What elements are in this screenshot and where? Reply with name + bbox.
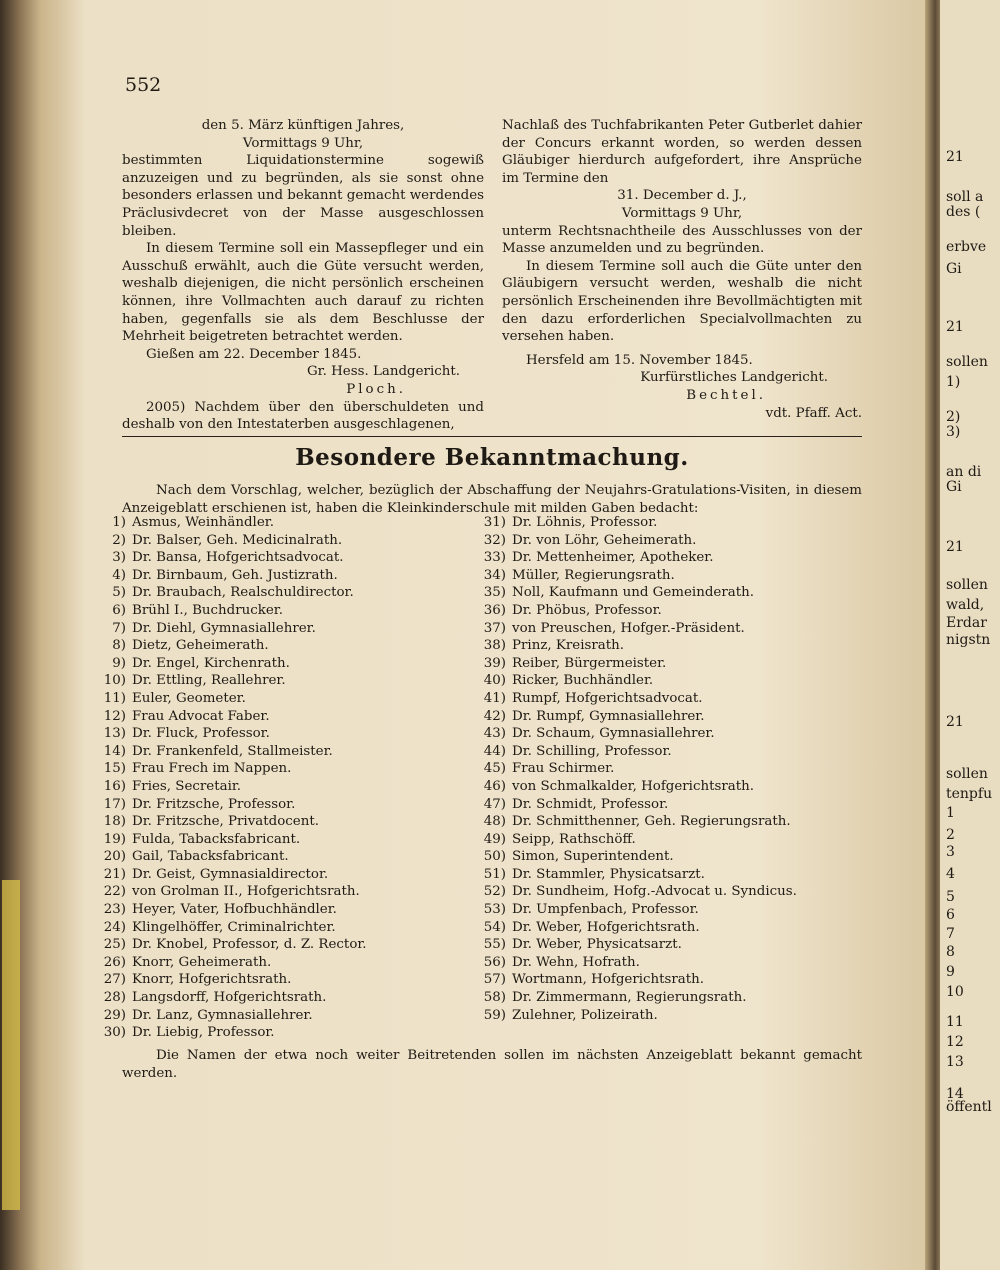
item-text: Reiber, Bürgermeister. [512, 655, 667, 671]
item-text: Dr. Rumpf, Gymnasiallehrer. [512, 708, 705, 724]
time-line: Vormittags 9 Uhr, [242, 135, 364, 151]
next-page-text: 8 [946, 944, 955, 960]
item-number: 17) [103, 796, 126, 812]
item-text: Asmus, Weinhändler. [132, 515, 274, 530]
left-column [122, 117, 484, 434]
item-text: Fries, Secretair. [132, 778, 242, 794]
list-item [88, 760, 367, 778]
list-item [468, 672, 797, 690]
item-text: Dr. Engel, Kirchenrath. [132, 655, 290, 671]
list-item [88, 813, 367, 831]
item-number: 53) [483, 902, 506, 918]
item-text: Dr. Geist, Gymnasialdirector. [132, 866, 329, 882]
item-text: Dr. Mettenheimer, Apotheker. [512, 550, 714, 566]
item-text: Dr. Fritzsche, Privatdocent. [132, 814, 319, 830]
item-text: Dr. Weber, Physicatsarzt. [512, 937, 682, 953]
next-page-text: 3 [946, 844, 955, 860]
item-text: Dr. Phöbus, Professor. [512, 602, 662, 618]
item-number: 29) [103, 1007, 126, 1023]
item-number: 31) [483, 515, 506, 530]
next-page-text: 4 [946, 866, 955, 882]
item-number: 33) [483, 550, 506, 566]
item-text: Euler, Geometer. [132, 690, 246, 706]
list-item [88, 848, 367, 866]
next-page-text: tenpfu [946, 786, 993, 802]
list-item [468, 971, 797, 989]
item-number: 19) [103, 831, 126, 847]
list-item [468, 954, 797, 972]
item-number: 36) [483, 602, 506, 618]
item-text: Frau Frech im Nappen. [132, 761, 292, 777]
item-text: Dr. Ettling, Reallehrer. [132, 673, 286, 689]
next-page-text: Gi [946, 479, 962, 495]
item-text: Gail, Tabacksfabricant. [132, 849, 289, 865]
item-number: 41) [483, 690, 506, 706]
item-text: Brühl I., Buchdrucker. [132, 602, 283, 618]
item-number: 50) [483, 849, 506, 865]
signature: Bechtel. [686, 387, 766, 403]
item-number: 57) [483, 972, 506, 988]
list-item [88, 514, 367, 532]
list-item [468, 989, 797, 1007]
item-number: 21) [103, 866, 126, 882]
item-number: 24) [103, 919, 126, 935]
list-item [88, 796, 367, 814]
list-item [468, 514, 797, 532]
list-item [88, 1007, 367, 1025]
item-number: 46) [483, 778, 506, 794]
item-text: Dr. Schmitthenner, Geh. Regierungsrath. [512, 814, 791, 830]
item-number: 9) [112, 655, 126, 671]
next-page-text: 6 [946, 907, 955, 923]
item-number: 8) [112, 638, 126, 654]
next-page-text: 1 [946, 805, 955, 821]
item-text: Dr. Schaum, Gymnasiallehrer. [512, 726, 715, 742]
court-name: Kurfürstliches Landgericht. [640, 370, 828, 386]
item-number: 22) [103, 884, 126, 900]
item-number: 35) [483, 585, 506, 601]
next-page-text: 21 [946, 319, 964, 335]
paragraph: In diesem Termine soll auch die Güte unter den Gläubigern versucht werden, weshalb die nicht persönlich Erscheinenden ihre Bevollmächtigten mit den dazu erforderlichen Specialvollmachten zu versehen haben. [502, 258, 862, 345]
section-divider [122, 436, 862, 437]
item-text: Zulehner, Polizeirath. [512, 1007, 658, 1023]
item-number: 20) [103, 849, 126, 865]
list-item [468, 549, 797, 567]
item-text: Dr. Wehn, Hofrath. [512, 954, 640, 970]
next-page-text: wald, [946, 597, 985, 613]
next-page-text: nigstn [946, 632, 991, 648]
next-page-text: 7 [946, 926, 955, 942]
next-page-text: Erdar [946, 615, 987, 631]
next-page-text: 9 [946, 964, 955, 980]
next-page-text: 10 [946, 984, 964, 1000]
item-text: Knorr, Hofgerichtsrath. [132, 972, 292, 988]
item-text: Dr. Braubach, Realschuldirector. [132, 585, 354, 601]
list-item [468, 602, 797, 620]
next-page-fragment [940, 0, 1000, 1270]
list-item [468, 936, 797, 954]
list-item [88, 954, 367, 972]
intro-text: Nach dem Vorschlag, welcher, bezüglich der Abschaffung der Neujahrs-Gratulations-Visiten, in diesem Anzeigeblatt erschienen ist, haben die Kleinkinderschule mit milden Gaben bedacht: [122, 483, 862, 516]
item-text: Frau Schirmer. [512, 761, 615, 777]
item-number: 44) [483, 743, 506, 759]
item-number: 6) [112, 602, 126, 618]
item-number: 13) [103, 726, 126, 742]
list-item [88, 725, 367, 743]
item-number: 12) [103, 708, 126, 724]
next-page-text: 5 [946, 889, 955, 905]
item-number: 52) [483, 884, 506, 900]
item-number: 42) [483, 708, 506, 724]
item-text: Müller, Regierungsrath. [512, 567, 675, 583]
item-text: Frau Advocat Faber. [132, 708, 270, 724]
item-text: von Grolman II., Hofgerichtsrath. [132, 884, 360, 900]
list-item [88, 883, 367, 901]
paragraph: In diesem Termine soll ein Massepfleger und ein Ausschuß erwählt, auch die Güte versucht werden, weshalb diejenigen, die nicht persönlich erscheinen können, ihre Vollmachten auch darauf zu richten haben, gegenfalls sie als dem Beschlusse der Mehrheit beigetreten betrachtet werden. [122, 241, 484, 345]
next-page-text: sollen [946, 354, 988, 370]
paragraph: bestimmten Liquidationstermine sogewiß anzuzeigen und zu begründen, als sie sonst ohne besonders erlassen und bekannt gemacht werdendes Präclusivdecret von der Masse ausgeschlossen bleiben. [122, 153, 484, 239]
item-text: Dr. Weber, Hofgerichtsrath. [512, 919, 700, 935]
list-item [468, 584, 797, 602]
item-text: Dr. Sundheim, Hofg.-Advocat u. Syndicus. [512, 884, 797, 900]
item-number: 2) [112, 532, 126, 548]
list-item [88, 532, 367, 550]
item-text: von Schmalkalder, Hofgerichtsrath. [512, 778, 754, 794]
list-item [468, 620, 797, 638]
next-page-text: 21 [946, 714, 964, 730]
item-number: 25) [103, 937, 126, 953]
item-number: 26) [103, 954, 126, 970]
list-item [468, 567, 797, 585]
list-item [468, 655, 797, 673]
list-item [88, 655, 367, 673]
item-text: Dr. Fluck, Professor. [132, 726, 270, 742]
place-date: Hersfeld am 15. November 1845. [526, 352, 753, 368]
list-item [468, 760, 797, 778]
signature: Ploch. [346, 381, 406, 397]
item-number: 39) [483, 655, 506, 671]
item-text: Rumpf, Hofgerichtsadvocat. [512, 690, 703, 706]
item-number: 37) [483, 620, 506, 636]
list-item [468, 743, 797, 761]
place-date: Gießen am 22. December 1845. [146, 346, 362, 362]
closing-paragraph [122, 1047, 862, 1082]
clerk-note: vdt. Pfaff. Act. [765, 405, 862, 421]
item-text: Simon, Superintendent. [512, 849, 674, 865]
item-number: 55) [483, 937, 506, 953]
list-item [88, 936, 367, 954]
item-text: Klingelhöffer, Criminalrichter. [132, 919, 336, 935]
list-item [468, 725, 797, 743]
item-number: 16) [103, 778, 126, 794]
item-text: Dr. Schilling, Professor. [512, 743, 672, 759]
list-item [88, 690, 367, 708]
next-page-text: 1) [946, 374, 961, 390]
item-text: Langsdorff, Hofgerichtsrath. [132, 990, 327, 1006]
item-text: Knorr, Geheimerath. [132, 954, 272, 970]
next-page-text: 3) [946, 424, 961, 440]
item-number: 38) [483, 638, 506, 654]
item-number: 58) [483, 990, 506, 1006]
item-number: 28) [103, 990, 126, 1006]
item-number: 45) [483, 761, 506, 777]
list-item [88, 602, 367, 620]
next-page-text: 12 [946, 1034, 964, 1050]
item-text: Wortmann, Hofgerichtsrath. [512, 972, 705, 988]
item-text: Prinz, Kreisrath. [512, 638, 625, 654]
page-number: 552 [125, 74, 162, 96]
next-page-text: 21 [946, 539, 964, 555]
item-number: 48) [483, 814, 506, 830]
next-page-text: soll a [946, 189, 984, 205]
list-item [468, 1007, 797, 1025]
list-item [88, 549, 367, 567]
list-item [88, 866, 367, 884]
item-text: Dr. Schmidt, Professor. [512, 796, 669, 812]
list-item [88, 831, 367, 849]
list-item [88, 919, 367, 937]
next-page-text: öffentl [946, 1099, 992, 1115]
list-item [88, 971, 367, 989]
item-number: 4) [112, 567, 126, 583]
item-number: 10) [103, 673, 126, 689]
list-item [88, 567, 367, 585]
list-item [88, 743, 367, 761]
item-number: 59) [483, 1007, 506, 1023]
item-number: 54) [483, 919, 506, 935]
item-text: Dr. Lanz, Gymnasiallehrer. [132, 1007, 313, 1023]
list-item [468, 708, 797, 726]
item-number: 18) [103, 814, 126, 830]
item-number: 15) [103, 761, 126, 777]
list-item [88, 1024, 367, 1042]
right-column [502, 117, 862, 422]
paragraph: unterm Rechtsnachtheile des Ausschlusses von der Masse anzumelden und zu begründen. [502, 223, 862, 257]
item-number: 47) [483, 796, 506, 812]
item-number: 51) [483, 866, 506, 882]
item-number: 32) [483, 532, 506, 548]
paragraph: Nachlaß des Tuchfabrikanten Peter Gutberlet dahier der Concurs erkannt worden, so werden dessen Gläubiger hierdurch aufgefordert, ihre Ansprüche im Termine den [502, 118, 862, 186]
item-text: von Preuschen, Hofger.-Präsident. [512, 620, 745, 636]
notice-2005: 2005) Nachdem über den überschuldeten und deshalb von den Intestaterben ausgeschlagenen, [122, 399, 484, 433]
item-number: 14) [103, 743, 126, 759]
list-item [88, 708, 367, 726]
donor-list-left [88, 514, 367, 1042]
intro-paragraph [122, 482, 862, 517]
item-text: Dr. Löhnis, Professor. [512, 515, 658, 530]
item-number: 30) [103, 1025, 126, 1041]
item-text: Dr. von Löhr, Geheimerath. [512, 532, 697, 548]
list-item [468, 883, 797, 901]
item-number: 1) [112, 515, 126, 530]
section-heading: Besondere Bekanntmachung. [295, 444, 689, 471]
closing-text: Die Namen der etwa noch weiter Beitretenden sollen im nächsten Anzeigeblatt bekannt gemacht werden. [122, 1048, 862, 1081]
next-page-text: des ( [946, 204, 981, 220]
list-item [468, 831, 797, 849]
list-item [88, 584, 367, 602]
item-text: Dr. Bansa, Hofgerichtsadvocat. [132, 550, 344, 566]
next-page-text: erbve [946, 239, 987, 255]
next-page-text: 21 [946, 149, 964, 165]
item-number: 11) [103, 690, 126, 706]
list-item [468, 901, 797, 919]
item-text: Dr. Zimmermann, Regierungsrath. [512, 990, 747, 1006]
next-page-text: 14 [946, 1086, 964, 1102]
next-page-text: sollen [946, 766, 988, 782]
item-number: 49) [483, 831, 506, 847]
list-item [468, 532, 797, 550]
next-page-text: sollen [946, 577, 988, 593]
list-item [88, 778, 367, 796]
item-number: 5) [112, 585, 126, 601]
list-item [468, 796, 797, 814]
date-line: den 5. März künftigen Jahres, [201, 118, 405, 133]
next-page-text: an di [946, 464, 982, 480]
item-number: 7) [112, 620, 126, 636]
item-number: 40) [483, 673, 506, 689]
donor-list-right [468, 514, 797, 1024]
item-text: Ricker, Buchhändler. [512, 673, 654, 689]
list-item [88, 637, 367, 655]
list-item [468, 919, 797, 937]
page-edge-marker [2, 880, 20, 1210]
next-page-text: 2 [946, 827, 955, 843]
item-number: 34) [483, 567, 506, 583]
item-number: 23) [103, 902, 126, 918]
item-text: Noll, Kaufmann und Gemeinderath. [512, 585, 754, 601]
date-line: 31. December d. J., [617, 188, 747, 204]
item-text: Dr. Frankenfeld, Stallmeister. [132, 743, 333, 759]
list-item [468, 637, 797, 655]
item-text: Dietz, Geheimerath. [132, 638, 269, 654]
item-text: Dr. Fritzsche, Professor. [132, 796, 296, 812]
item-number: 56) [483, 954, 506, 970]
list-item [88, 672, 367, 690]
list-item [468, 778, 797, 796]
list-item [468, 813, 797, 831]
item-number: 27) [103, 972, 126, 988]
item-text: Dr. Liebig, Professor. [132, 1025, 275, 1041]
item-text: Dr. Knobel, Professor, d. Z. Rector. [132, 937, 367, 953]
list-item [88, 901, 367, 919]
list-item [468, 866, 797, 884]
next-page-text: 2) [946, 409, 961, 425]
next-page-text: 13 [946, 1054, 964, 1070]
list-item [88, 620, 367, 638]
item-text: Dr. Stammler, Physicatsarzt. [512, 866, 705, 882]
list-item [468, 848, 797, 866]
item-text: Seipp, Rathschöff. [512, 831, 636, 847]
item-text: Dr. Balser, Geh. Medicinalrath. [132, 532, 343, 548]
next-page-text: 11 [946, 1014, 964, 1030]
item-text: Fulda, Tabacksfabricant. [132, 831, 301, 847]
list-item [88, 989, 367, 1007]
item-number: 3) [112, 550, 126, 566]
next-page-text: Gi [946, 261, 962, 277]
list-item [468, 690, 797, 708]
item-text: Dr. Diehl, Gymnasiallehrer. [132, 620, 316, 636]
item-text: Dr. Birnbaum, Geh. Justizrath. [132, 567, 338, 583]
item-text: Dr. Umpfenbach, Professor. [512, 902, 699, 918]
time-line: Vormittags 9 Uhr, [621, 205, 743, 221]
item-text: Heyer, Vater, Hofbuchhändler. [132, 902, 337, 918]
court-name: Gr. Hess. Landgericht. [306, 364, 460, 380]
item-number: 43) [483, 726, 506, 742]
